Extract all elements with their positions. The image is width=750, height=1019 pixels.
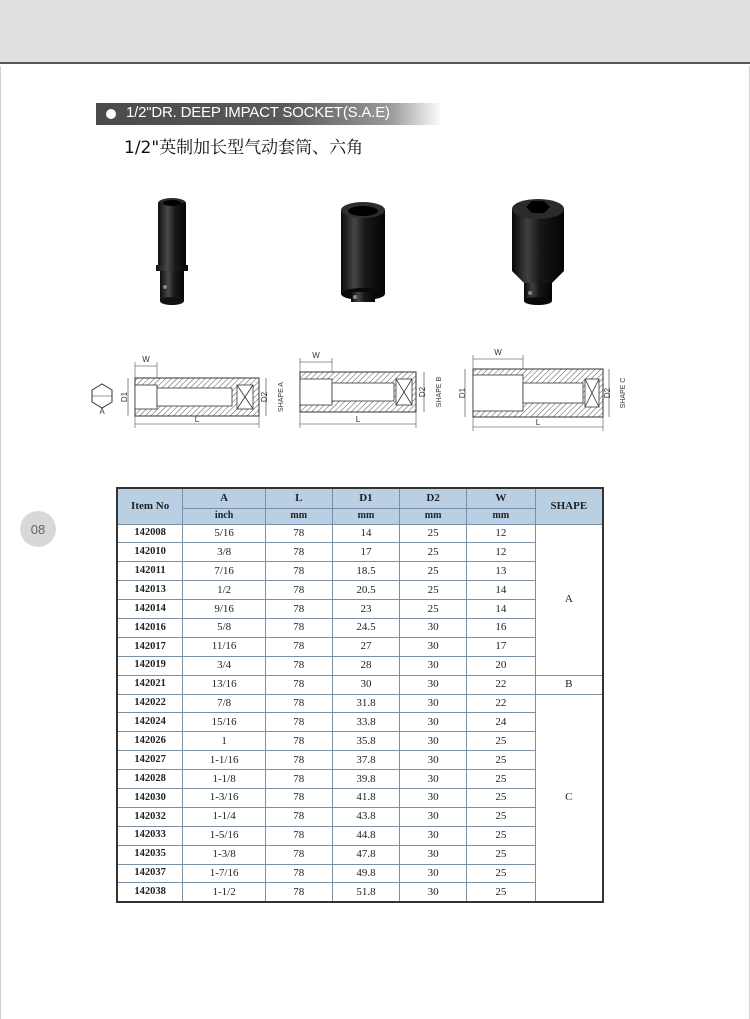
table-row — [117, 694, 603, 713]
size-a-cell: 5/16 — [183, 524, 266, 543]
item-no-cell: 142010 — [117, 543, 183, 562]
item-no-cell: 142021 — [117, 675, 183, 694]
header-a: A — [183, 488, 266, 508]
socket-photo-medium — [333, 200, 393, 310]
length-cell: 78 — [265, 618, 332, 637]
d2-cell: 30 — [400, 732, 467, 751]
header-d2: D2 — [400, 488, 467, 508]
dim-d2-label: D2 — [603, 387, 612, 399]
size-a-cell: 1-1/16 — [183, 751, 266, 770]
d1-cell: 14 — [332, 524, 400, 543]
d1-cell: 31.8 — [332, 694, 400, 713]
table-row — [117, 751, 603, 770]
size-a-cell: 1-7/16 — [183, 864, 266, 883]
d1-cell: 27 — [332, 637, 400, 656]
table-row — [117, 618, 603, 637]
d2-cell: 30 — [400, 788, 467, 807]
length-cell: 78 — [265, 543, 332, 562]
length-cell: 78 — [265, 845, 332, 864]
unit-l: mm — [265, 508, 332, 524]
d1-cell: 28 — [332, 656, 400, 675]
item-no-cell: 142035 — [117, 845, 183, 864]
length-cell: 78 — [265, 826, 332, 845]
w-cell: 12 — [466, 524, 535, 543]
header-l: L — [265, 488, 332, 508]
d1-cell: 30 — [332, 675, 400, 694]
size-a-cell: 1-1/2 — [183, 883, 266, 902]
w-cell: 14 — [466, 600, 535, 619]
table-row — [117, 543, 603, 562]
size-a-cell: 1 — [183, 732, 266, 751]
w-cell: 17 — [466, 637, 535, 656]
socket-photo-small — [148, 195, 196, 315]
w-cell: 20 — [466, 656, 535, 675]
d2-cell: 30 — [400, 770, 467, 789]
table-row — [117, 656, 603, 675]
drawing-shape-c — [455, 345, 630, 435]
w-cell: 13 — [466, 562, 535, 581]
shape-cell: A — [535, 524, 603, 675]
d1-cell: 41.8 — [332, 788, 400, 807]
table-row — [117, 562, 603, 581]
d1-cell: 49.8 — [332, 864, 400, 883]
length-cell: 78 — [265, 675, 332, 694]
length-cell: 78 — [265, 883, 332, 902]
d2-cell: 30 — [400, 807, 467, 826]
dim-a-label: A — [99, 407, 105, 416]
d1-cell: 33.8 — [332, 713, 400, 732]
table-row — [117, 883, 603, 902]
item-no-cell: 142014 — [117, 600, 183, 619]
item-no-cell: 142026 — [117, 732, 183, 751]
item-no-cell: 142013 — [117, 581, 183, 600]
size-a-cell: 1-5/16 — [183, 826, 266, 845]
length-cell: 78 — [265, 807, 332, 826]
table-row — [117, 600, 603, 619]
d2-cell: 30 — [400, 675, 467, 694]
item-no-cell: 142032 — [117, 807, 183, 826]
unit-w: mm — [466, 508, 535, 524]
left-margin-line — [0, 66, 1, 1019]
w-cell: 25 — [466, 770, 535, 789]
dim-w-label: W — [312, 351, 320, 360]
length-cell: 78 — [265, 751, 332, 770]
item-no-cell: 142028 — [117, 770, 183, 789]
w-cell: 22 — [466, 675, 535, 694]
dim-d1-label: D1 — [120, 391, 129, 403]
size-a-cell: 1/2 — [183, 581, 266, 600]
length-cell: 78 — [265, 581, 332, 600]
item-no-cell: 142030 — [117, 788, 183, 807]
header-d1: D1 — [332, 488, 400, 508]
d2-cell: 25 — [400, 543, 467, 562]
item-no-cell: 142037 — [117, 864, 183, 883]
size-a-cell: 3/8 — [183, 543, 266, 562]
size-a-cell: 7/16 — [183, 562, 266, 581]
dim-l-label: L — [194, 415, 200, 424]
spec-table-body — [117, 524, 603, 902]
unit-d1: mm — [332, 508, 400, 524]
dim-d1-label: D1 — [458, 387, 467, 399]
item-no-cell: 142008 — [117, 524, 183, 543]
w-cell: 25 — [466, 864, 535, 883]
d1-cell: 44.8 — [332, 826, 400, 845]
d1-cell: 39.8 — [332, 770, 400, 789]
item-no-cell: 142038 — [117, 883, 183, 902]
d1-cell: 24.5 — [332, 618, 400, 637]
d1-cell: 47.8 — [332, 845, 400, 864]
dim-w-label: W — [494, 348, 502, 357]
item-no-cell: 142027 — [117, 751, 183, 770]
shape-c-caption: SHAPE C — [620, 377, 627, 409]
dim-d2-label: D2 — [260, 391, 269, 403]
title-chinese: 1/2"英制加长型气动套筒、六角 — [124, 138, 364, 158]
table-row — [117, 524, 603, 543]
table-row — [117, 581, 603, 600]
top-banner — [0, 0, 750, 64]
header-w: W — [466, 488, 535, 508]
item-no-cell: 142016 — [117, 618, 183, 637]
w-cell: 14 — [466, 581, 535, 600]
size-a-cell: 1-3/8 — [183, 845, 266, 864]
w-cell: 25 — [466, 826, 535, 845]
table-row — [117, 732, 603, 751]
d2-cell: 30 — [400, 713, 467, 732]
table-row — [117, 807, 603, 826]
length-cell: 78 — [265, 600, 332, 619]
header-shape: SHAPE — [535, 488, 603, 524]
length-cell: 78 — [265, 732, 332, 751]
item-no-cell: 142019 — [117, 656, 183, 675]
shape-cell: B — [535, 675, 603, 694]
size-a-cell: 13/16 — [183, 675, 266, 694]
header-item-no: Item No — [117, 488, 183, 524]
table-row — [117, 864, 603, 883]
w-cell: 25 — [466, 807, 535, 826]
d2-cell: 30 — [400, 845, 467, 864]
d2-cell: 30 — [400, 618, 467, 637]
dim-d2-label: D2 — [418, 386, 427, 398]
size-a-cell: 7/8 — [183, 694, 266, 713]
length-cell: 78 — [265, 713, 332, 732]
table-row — [117, 788, 603, 807]
d2-cell: 30 — [400, 751, 467, 770]
length-cell: 78 — [265, 694, 332, 713]
length-cell: 78 — [265, 770, 332, 789]
d2-cell: 25 — [400, 562, 467, 581]
title-english: 1/2"DR. DEEP IMPACT SOCKET(S.A.E) — [126, 104, 390, 121]
d1-cell: 23 — [332, 600, 400, 619]
bullet-icon — [106, 109, 116, 119]
d2-cell: 30 — [400, 864, 467, 883]
w-cell: 25 — [466, 788, 535, 807]
drawing-shape-a — [90, 352, 290, 432]
length-cell: 78 — [265, 637, 332, 656]
w-cell: 25 — [466, 732, 535, 751]
length-cell: 78 — [265, 788, 332, 807]
w-cell: 25 — [466, 883, 535, 902]
dim-l-label: L — [355, 415, 361, 424]
page-number-badge: 08 — [20, 511, 56, 547]
w-cell: 24 — [466, 713, 535, 732]
item-no-cell: 142017 — [117, 637, 183, 656]
w-cell: 25 — [466, 845, 535, 864]
d2-cell: 25 — [400, 524, 467, 543]
length-cell: 78 — [265, 524, 332, 543]
length-cell: 78 — [265, 656, 332, 675]
table-row — [117, 845, 603, 864]
shape-a-caption: SHAPE A — [278, 382, 285, 412]
size-a-cell: 9/16 — [183, 600, 266, 619]
w-cell: 25 — [466, 751, 535, 770]
length-cell: 78 — [265, 562, 332, 581]
d2-cell: 30 — [400, 883, 467, 902]
d2-cell: 25 — [400, 600, 467, 619]
w-cell: 22 — [466, 694, 535, 713]
size-a-cell: 11/16 — [183, 637, 266, 656]
d1-cell: 18.5 — [332, 562, 400, 581]
size-a-cell: 1-3/16 — [183, 788, 266, 807]
d1-cell: 43.8 — [332, 807, 400, 826]
drawing-shape-b — [296, 348, 456, 432]
d1-cell: 20.5 — [332, 581, 400, 600]
table-row — [117, 770, 603, 789]
d2-cell: 30 — [400, 637, 467, 656]
w-cell: 12 — [466, 543, 535, 562]
table-row — [117, 637, 603, 656]
d1-cell: 35.8 — [332, 732, 400, 751]
shape-b-caption: SHAPE B — [436, 376, 443, 408]
size-a-cell: 5/8 — [183, 618, 266, 637]
table-row — [117, 675, 603, 694]
length-cell: 78 — [265, 864, 332, 883]
d2-cell: 30 — [400, 694, 467, 713]
d2-cell: 30 — [400, 826, 467, 845]
shape-cell: C — [535, 694, 603, 902]
w-cell: 16 — [466, 618, 535, 637]
socket-photo-large — [506, 195, 570, 315]
item-no-cell: 142024 — [117, 713, 183, 732]
dim-w-label: W — [142, 355, 150, 364]
unit-d2: mm — [400, 508, 467, 524]
d1-cell: 51.8 — [332, 883, 400, 902]
table-row — [117, 826, 603, 845]
size-a-cell: 1-1/8 — [183, 770, 266, 789]
d1-cell: 37.8 — [332, 751, 400, 770]
item-no-cell: 142022 — [117, 694, 183, 713]
dim-l-label: L — [535, 418, 541, 427]
d1-cell: 17 — [332, 543, 400, 562]
item-no-cell: 142033 — [117, 826, 183, 845]
table-row — [117, 713, 603, 732]
unit-a: inch — [183, 508, 266, 524]
d2-cell: 25 — [400, 581, 467, 600]
size-a-cell: 3/4 — [183, 656, 266, 675]
item-no-cell: 142011 — [117, 562, 183, 581]
size-a-cell: 15/16 — [183, 713, 266, 732]
d2-cell: 30 — [400, 656, 467, 675]
size-a-cell: 1-1/4 — [183, 807, 266, 826]
spec-table — [116, 487, 604, 903]
